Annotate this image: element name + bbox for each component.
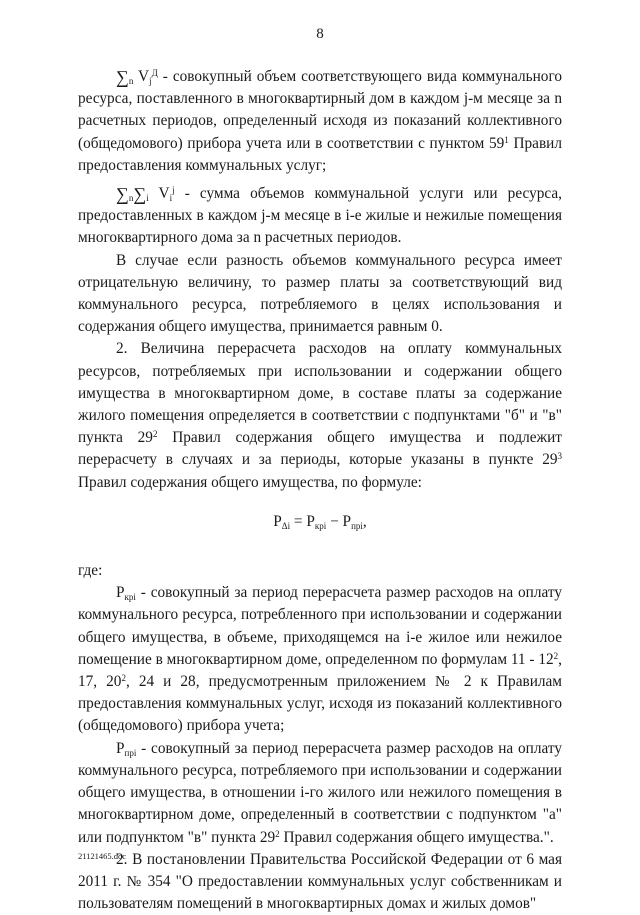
definition-pkri: $P_{крi}$ - совокупный за период перерасчета размер расходов на оплату коммунального ресурса, потребленного при использовании и содержании общего имущества, в объеме, приходящемся на i-е жилое или нежилое помещение в многоквартирном доме, определенном по формулам $11 - 12^2$, 17, $20^2$, 24 и 28, предусмотренным приложением № 2 к Правилам предоставления коммунальных услуг, исходя из показаний коллективного (общедомового) прибора учета;	[78, 584, 562, 735]
paragraph-2: 2. Величина перерасчета расходов на оплату коммунальных ресурсов, потребляемых при использовании и содержании общего имущества в многоквартирном доме, в составе платы за содержание жилого помещения определяется в соответствии с подпунктами "б" и "в" пункта $29^2$ Правил содержания общего имущества и подлежит перерасчету в случаях и за периоды, которые указаны в пункте $29^3$ Правил содержания общего имущества, по формуле:	[78, 340, 562, 491]
definition-ppri: $P_{прi}$ - совокупный за период перерасчета размер расходов на оплату коммунального ресурса, потребляемого при использовании и содержании общего имущества, в отношении i-го жилого или нежилого помещения в многоквартирном доме, определенный в соответствии с подпунктом "а" или подпунктом "в" пункта $29^2$ Правил содержания общего имущества.".	[78, 739, 562, 846]
item-sum-v: $\sum_n$ $V_j^Д$ - совокупный объем соответствующего вида коммунального ресурса, поставленного в многоквартирный дом в каждом j-м месяце за n расчетных периодов, определенный исходя из показаний коллективного (общедомового) прибора учета или в соответствии с пунктом $59^1$ Правил предоставления коммунальных услуг;	[78, 67, 562, 174]
page-number: 8	[316, 26, 324, 42]
paragraph-negative: В случае если разность объемов коммунального ресурса имеет отрицательную величину, то размер платы за соответствующий вид коммунального ресурса, потребляемого в целях использования и содержания общего имущества, принимается равным 0.	[78, 251, 562, 336]
where-label: где:	[78, 562, 103, 580]
formula-sum-v: $\sum_n$ $V_j^Д$	[116, 67, 158, 87]
item-sum-sum: $\sum_n\sum_i$ $V_i^j$ - сумма объемов коммунальной услуги или ресурса, предоставленных в каждом j-м месяце в i-е жилые и нежилые помещения многоквартирного дома за n расчетных периодов.	[78, 184, 562, 247]
document-body	[78, 66, 562, 915]
formula-sum-sum: $\sum_n\sum_i$ $V_i^j$	[116, 184, 175, 205]
paragraph-decree: 2. В постановлении Правительства Российской Федерации от 6 мая 2011 г. № 354 "О предоставлении коммунальных услуг собственникам и пользователям помещений в многоквартирных домах и жилых домов"	[78, 850, 562, 913]
footer-filename: 21121465.doc	[78, 851, 127, 861]
formula-p-delta: $P_{\Delta i} = P_{крi} - P_{прi}$,	[273, 512, 367, 531]
